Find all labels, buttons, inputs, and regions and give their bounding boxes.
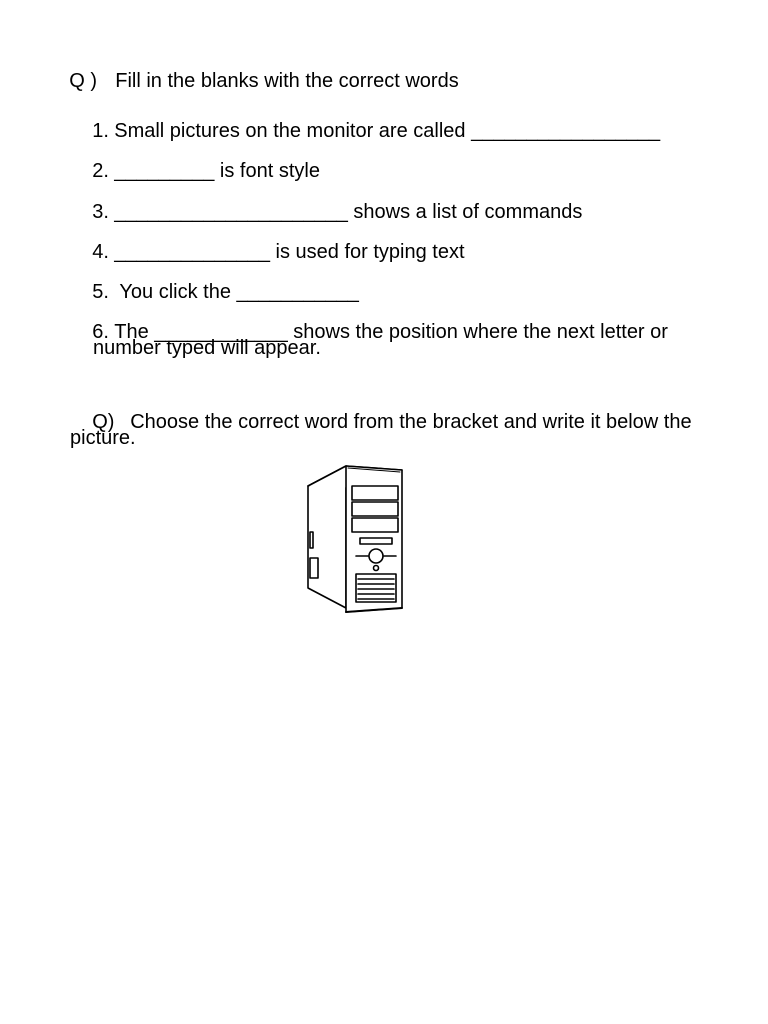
item-number: 4. (92, 241, 109, 263)
item-number: 2. (92, 160, 109, 182)
question-1-instruction: Fill in the blanks with the correct words (115, 70, 459, 92)
item-number: 3. (92, 201, 109, 223)
item-text: _____________________ shows a list of commands (114, 201, 583, 223)
computer-tower-icon (300, 462, 406, 614)
item-text: The ____________ shows the position where the next letter or (114, 321, 668, 343)
question-2-marker: Q) (92, 411, 115, 433)
question-2-instruction: Choose the correct word from the bracket and write it below the (130, 411, 692, 433)
question-2-heading (70, 386, 692, 458)
item-text: _________ is font style (114, 160, 320, 182)
item-text: You click the ___________ (114, 281, 359, 303)
item-number: 1. (92, 120, 109, 142)
item-number: 5. (92, 281, 109, 303)
question-1-marker: Q ) (69, 70, 98, 92)
item-text: Small pictures on the monitor are called _________________ (114, 120, 661, 142)
item-number: 6. (92, 321, 109, 343)
blank-item-6-continued: number typed will appear. (93, 337, 321, 359)
item-text: ______________ is used for typing text (114, 241, 465, 263)
question-2-instruction-continued: picture. (70, 427, 136, 449)
